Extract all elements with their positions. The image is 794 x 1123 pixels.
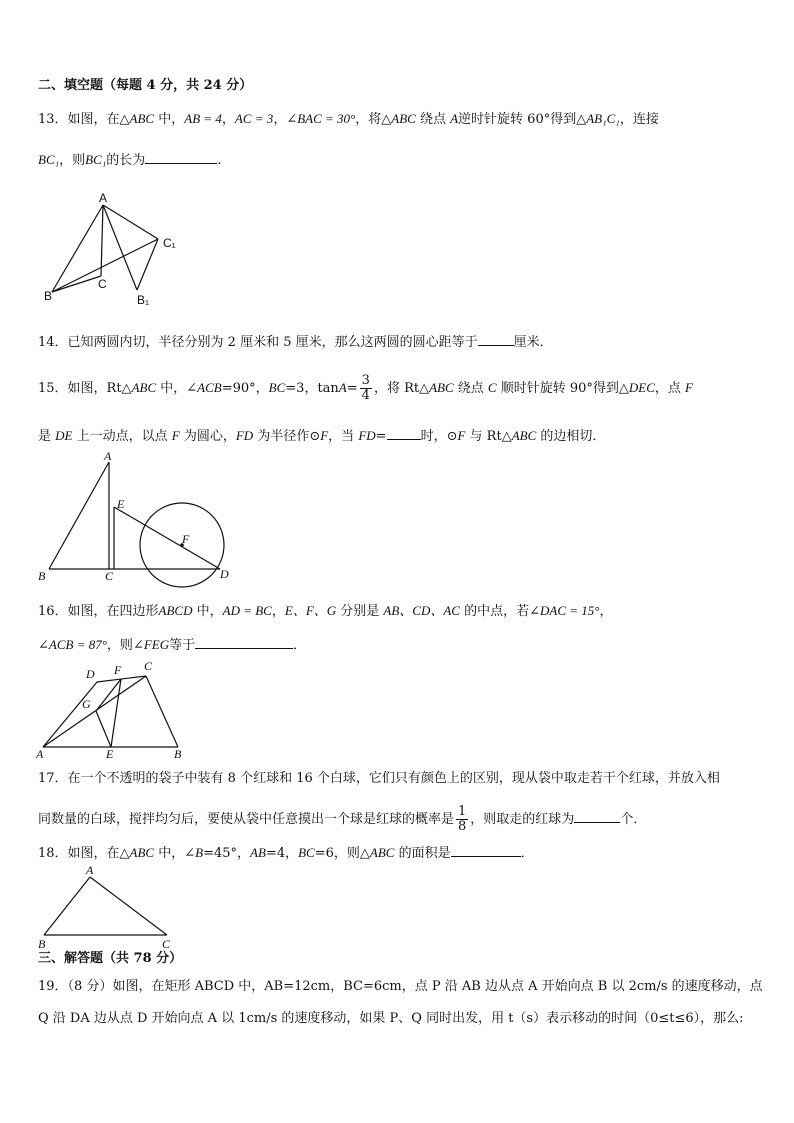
q15-var: F xyxy=(685,380,693,395)
q13-text: 13．如图，在 xyxy=(38,112,120,127)
q16-text: 等于 xyxy=(169,638,196,653)
q13-line1 xyxy=(38,109,659,130)
q16-text: 中， xyxy=(192,604,223,619)
q13-eq-ab: AB = 4 xyxy=(184,111,222,126)
q13-triangle: △ABC xyxy=(119,111,155,126)
q15-var: FD xyxy=(235,428,254,443)
q16-label-g: G xyxy=(82,697,91,711)
q17-text: 同数量的白球，搅拌均匀后，要使从袋中任意摸出一个球是红球的概率是 xyxy=(38,812,455,827)
q17-text: ，则取走的红球为 xyxy=(470,812,575,827)
q15-frac-den: 4 xyxy=(361,388,370,403)
q16-var: E、F、G xyxy=(284,603,337,618)
q18-label-a: A xyxy=(86,863,94,877)
section-heading-fill-in: 二、填空题（每题 4 分，共 24 分） xyxy=(38,78,253,93)
q16-eq: AD = BC xyxy=(222,603,272,618)
q16-angle: ∠FEG xyxy=(132,637,170,652)
q13-line2 xyxy=(38,149,221,171)
q15-text: 为圆心， xyxy=(179,429,236,444)
q13-text: ，则 xyxy=(59,153,86,168)
q18-text: 中，∠ xyxy=(154,846,196,861)
q18-var: BC xyxy=(298,845,315,860)
q18-text: =45°， xyxy=(203,846,251,861)
q16-text: ． xyxy=(293,638,307,653)
q16-line2 xyxy=(38,634,306,656)
q19-line2: Q 沿 DA 边从点 D 开始向点 A 以 1cm/s 的速度移动，如果 P、Q 同时出发，用 t（s）表示移动的时间（0≤t≤6），那么: xyxy=(38,1011,744,1026)
q15-var: ABC xyxy=(429,380,454,395)
q15-text: =3，tan xyxy=(285,381,339,396)
q15-label-e: E xyxy=(117,497,125,511)
q18-text: 的面积是 xyxy=(394,846,451,861)
q15-label-c: C xyxy=(105,569,114,583)
q17-line2 xyxy=(38,805,646,834)
q13-eq-angle: ∠BAC = 30° xyxy=(286,111,356,126)
q16-label-e: E xyxy=(106,747,114,761)
section-heading-solve: 三、解答题（共 78 分） xyxy=(38,951,183,966)
q15-text: 上一动点，以点 xyxy=(72,429,172,444)
q13-text: ，连接 xyxy=(619,112,659,127)
q16-label-d: D xyxy=(86,667,95,681)
q14-answer-blank[interactable] xyxy=(478,331,514,346)
q16-var: AB、CD、AC xyxy=(383,603,460,618)
q13-label-c1: C₁ xyxy=(163,236,176,250)
q15-text: 顺时针旋转 90°得到△ xyxy=(496,381,629,396)
q17-text: 个． xyxy=(620,812,647,827)
q17-frac-num: 1 xyxy=(458,804,467,819)
q13-label-b1: B₁ xyxy=(137,293,150,307)
q18-text: =4， xyxy=(265,846,299,861)
q14-line xyxy=(38,331,553,353)
q15-label-d: D xyxy=(220,567,229,581)
q17-frac-den: 8 xyxy=(458,819,467,834)
q15-line2 xyxy=(38,425,605,447)
q16-figure xyxy=(36,656,196,762)
q15-var: BC xyxy=(268,380,286,395)
q16-label-b: B xyxy=(174,747,182,761)
q15-text: 是 xyxy=(38,429,56,444)
q15-text: = xyxy=(375,429,387,444)
q13-eq-ac: AC = 3 xyxy=(234,111,274,126)
q13-text: 逆时针旋转 60°得到 xyxy=(458,112,577,127)
q18-line xyxy=(38,842,534,864)
q15-text: = xyxy=(346,381,358,396)
q15-text: ，当 xyxy=(328,429,359,444)
q13-sep: ， xyxy=(221,112,235,127)
q13-triangle-rotated: △AB₁C₁ xyxy=(576,111,620,126)
q16-label-c: C xyxy=(144,659,153,673)
q18-var: ABC xyxy=(129,845,155,860)
q15-label-f: F xyxy=(182,532,190,546)
q18-var: ABC xyxy=(369,845,395,860)
q15-var: DEC xyxy=(628,380,655,395)
q15-var: A xyxy=(338,380,347,395)
q13-triangle: △ABC xyxy=(381,111,416,126)
q18-var: AB xyxy=(250,845,266,860)
q15-text: 中，∠ xyxy=(156,381,198,396)
q16-answer-blank[interactable] xyxy=(195,634,293,649)
q13-text: 中， xyxy=(154,112,185,127)
q15-text: =90°， xyxy=(221,381,269,396)
q15-var: ABC xyxy=(511,428,537,443)
q13-label-b: B xyxy=(44,289,53,303)
q15-var: C xyxy=(487,380,497,395)
q15-frac-num: 3 xyxy=(361,373,370,388)
q15-line1 xyxy=(38,374,693,403)
q17-line1: 17．在一个不透明的袋子中装有 8 个红球和 16 个白球，它们只有颜色上的区别，现从袋中取走若干个红球，并放入相 xyxy=(38,771,720,786)
q18-text: ． xyxy=(520,846,534,861)
q16-label-f: F xyxy=(114,663,122,677)
q15-text: ，将 Rt△ xyxy=(373,381,430,396)
q13-sep: ， xyxy=(273,112,287,127)
q15-text: 15．如图，Rt△ xyxy=(38,381,132,396)
q15-text: 与 Rt△ xyxy=(465,429,512,444)
q15-var: FD xyxy=(358,428,376,443)
q13-answer-blank[interactable] xyxy=(145,149,217,164)
q16-text: 的中点，若 xyxy=(459,604,530,619)
q16-eq: ∠ACB = 87° xyxy=(38,637,107,652)
q13-figure xyxy=(40,190,200,310)
q13-text: ，将 xyxy=(355,112,382,127)
q14-text: 厘米． xyxy=(513,335,553,350)
q18-label-b: B xyxy=(38,937,46,951)
q13-label-c: C xyxy=(98,277,107,291)
q15-figure xyxy=(36,448,246,588)
q15-text: 为半径作⊙ xyxy=(253,429,321,444)
q17-fraction xyxy=(456,805,468,834)
q15-var: DE xyxy=(55,428,73,443)
q19-line1: 19．（8 分）如图，在矩形 ABCD 中，AB=12cm，BC=6cm，点 P 沿 AB 边从点 A 开始向点 B 以 2cm/s 的速度移动，点 xyxy=(38,979,763,994)
q15-answer-blank[interactable] xyxy=(387,425,421,440)
q13-segment: BC₁ xyxy=(38,152,60,167)
q15-var: ACB xyxy=(197,380,222,395)
q15-text: 绕点 xyxy=(453,381,488,396)
q16-label-a: A xyxy=(36,747,44,761)
q14-text: 14．已知两圆内切，半径分别为 2 厘米和 5 厘米，那么这两圆的圆心距等于 xyxy=(38,335,478,350)
q15-var: F xyxy=(320,428,329,443)
q15-text: ，点 xyxy=(654,381,686,396)
q15-var: F xyxy=(457,428,466,443)
q15-label-b: B xyxy=(38,569,46,583)
q13-text: 绕点 xyxy=(415,112,451,127)
q16-text: ， xyxy=(599,604,613,619)
q17-answer-blank[interactable] xyxy=(574,808,620,823)
q18-var: B xyxy=(195,845,204,860)
q18-answer-blank[interactable] xyxy=(451,842,521,857)
q15-var: ABC xyxy=(131,380,157,395)
q16-text: ， xyxy=(271,604,285,619)
q18-text: =6，则△ xyxy=(314,846,370,861)
q15-text: 的边相切． xyxy=(536,429,606,444)
q13-segment: BC₁ xyxy=(85,152,107,167)
q16-line1 xyxy=(38,601,613,622)
q16-var: ABCD xyxy=(158,603,193,618)
q15-fraction xyxy=(360,374,372,403)
q13-text: 的长为 xyxy=(106,153,146,168)
q16-eq: ∠DAC = 15° xyxy=(529,603,600,618)
q18-label-c: C xyxy=(162,937,171,951)
q15-var: F xyxy=(171,428,180,443)
q13-point: A xyxy=(450,111,459,126)
q16-text: 分别是 xyxy=(336,604,384,619)
q15-label-a: A xyxy=(104,449,112,463)
q18-text: 18．如图，在△ xyxy=(38,846,130,861)
q13-text: . xyxy=(217,153,222,168)
q16-text: 16．如图，在四边形 xyxy=(38,604,159,619)
q13-label-a: A xyxy=(99,191,108,205)
q18-figure xyxy=(36,862,186,952)
q16-text: ，则 xyxy=(106,638,133,653)
q15-text: 时，⊙ xyxy=(420,429,458,444)
